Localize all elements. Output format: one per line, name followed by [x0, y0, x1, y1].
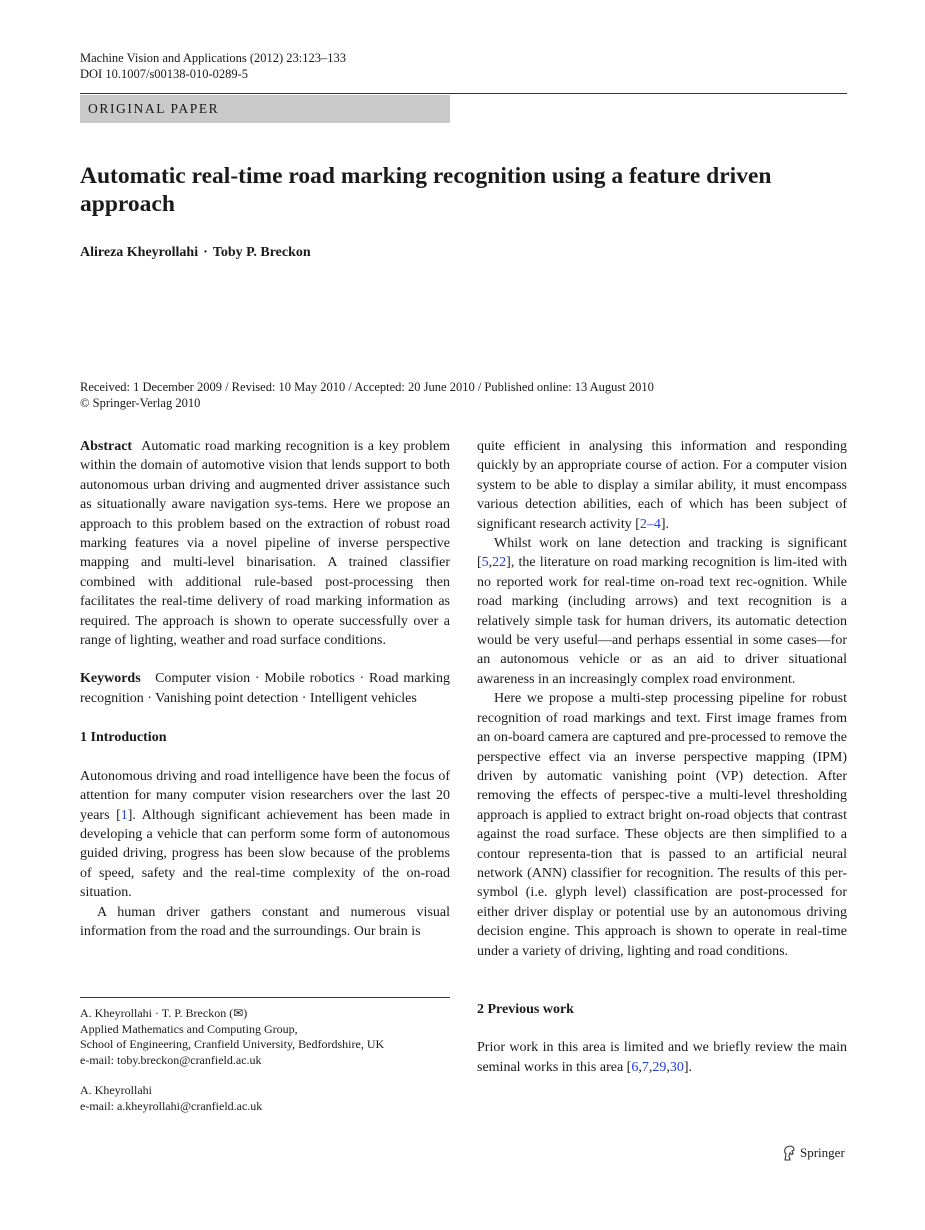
citation-separator: , — [488, 555, 493, 571]
affiliation-group: Applied Mathematics and Computing Group, — [80, 1021, 298, 1036]
citation-link[interactable]: 22 — [492, 555, 507, 571]
previous-work-paragraph-1 — [477, 1038, 847, 1077]
intro-paragraph-2: A human driver gathers constant and numerous visual information from the road and the surroundings. Our brain is — [80, 904, 450, 939]
header-rule — [80, 93, 847, 94]
author-separator: · — [203, 245, 208, 260]
citation-link[interactable]: 29 — [652, 1059, 667, 1075]
journal-line: Machine Vision and Applications (2012) 23:123–133 — [80, 51, 347, 65]
citation-separator: , — [648, 1059, 653, 1075]
publisher-mark — [782, 1145, 845, 1161]
author-affiliations — [80, 1006, 450, 1114]
prev-p1-text-a: Prior work in this area is limited and we briefly review the main seminal works in this area [ — [477, 1040, 847, 1075]
copyright-line: © Springer-Verlag 2010 — [80, 396, 201, 410]
section-heading-introduction: 1 Introduction — [80, 730, 167, 746]
keywords-text: Computer vision · Mobile robotics · Road marking recognition · Vanishing point detection · Intelligent vehicles — [80, 671, 451, 706]
section-heading-previous-work: 2 Previous work — [477, 1001, 574, 1017]
affiliation-email-kheyrollahi: e-mail: a.kheyrollahi@cranfield.ac.uk — [80, 1098, 263, 1113]
citation-link[interactable]: 6 — [631, 1059, 639, 1075]
abstract-label: Abstract — [80, 439, 133, 454]
publication-history — [80, 379, 654, 411]
keywords-label: Keywords — [80, 671, 141, 687]
prev-p1-text-b: ]. — [683, 1059, 693, 1075]
affiliation-authors: A. Kheyrollahi · T. P. Breckon (✉) — [80, 1006, 248, 1020]
right-column — [477, 437, 847, 1077]
citation-separator: , — [638, 1059, 642, 1075]
intro-p1-text-a: Autonomous driving and road intelligence have been the focus of attention for many computer vision researchers over the last 20 years [ — [80, 768, 450, 823]
intro-paragraph-2-continued — [477, 437, 847, 534]
date-history: Received: 1 December 2009 / Revised: 10 May 2010 / Accepted: 20 June 2010 / Published online: 13 August 2010 — [80, 380, 654, 394]
journal-info — [80, 50, 346, 82]
citation-separator: , — [666, 1059, 670, 1075]
footnote-rule — [80, 997, 450, 998]
affiliation-school: School of Engineering, Cranfield University, Bedfordshire, UK — [80, 1037, 385, 1051]
intro-p2c-text-b: ]. — [660, 516, 670, 532]
keywords — [80, 669, 450, 708]
citation-link[interactable]: 5 — [481, 555, 489, 571]
citation-link[interactable]: 7 — [641, 1059, 649, 1075]
author-breckon: Toby P. Breckon — [212, 245, 311, 260]
paper-title: Automatic real-time road marking recognition using a feature driven approach — [80, 163, 772, 217]
author-list — [80, 245, 311, 261]
intro-p3-text-b: ], the literature on road marking recognition is lim-ited with no reported work for real-time on-road text rec-ognition. While road marking (including arrows) and text recognition is a relatively simple task for human drivers, its automatic detection would be very useful—and perhaps essential in some cases—for an autonomous vehicle or as an aid to driver situational awareness in an increasingly complex road environment. — [477, 555, 847, 687]
intro-paragraph-3 — [477, 534, 847, 689]
intro-p3-text-a: Whilst work on lane detection and tracking is significant [ — [477, 536, 847, 571]
article-type-banner: ORIGINAL PAPER — [80, 95, 450, 123]
intro-p1-text-b: ]. Although significant achievement has been made in developing a vehicle that can perform some form of autonomous guided driving, progress has been slow because of the problems of speed, safety and the real-time complexity of the on-road situation. — [80, 807, 450, 901]
affiliation-author-2: A. Kheyrollahi — [80, 1083, 152, 1097]
left-column — [80, 437, 450, 941]
citation-link[interactable]: 2–4 — [639, 516, 661, 532]
publisher-name: Springer — [800, 1145, 845, 1160]
intro-paragraph-4: Here we propose a multi-step processing pipeline for robust recognition of road markings and text. First image frames from an on-board camera are captured and pre-processed to remove the perspective effect via an inverse perspective mapping (IPM) driven by automatic vanishing point (VP) detection. After removing the effects of perspec-tive a multi-level thresholding approach is applied to extract bright on-road objects that contrast against the road surface. These objects are then simplified to a contour representa-tion that is passed to an artificial neural network (ANN) classifier for recognition. The results of this per-symbol (i.e. glyph level) classification are post-processed for either driver display or potential use by an autonomous driving decision engine. This approach is shown to operate in real-time under a variety of driving, lighting and road conditions. — [477, 691, 847, 959]
citation-link[interactable]: 1 — [120, 807, 128, 823]
doi-line: DOI 10.1007/s00138-010-0289-5 — [80, 67, 249, 81]
abstract-text: Automatic road marking recognition is a key problem within the domain of automotive vision that lends support to both autonomous urban driving and augmented driver assistance such as situationally aware navigation sys-tems. Here we propose an approach to this problem based on the extraction of robust road marking features via a novel pipeline of inverse perspective mapping and multi-level binarisation. A trained classifier combined with additional rule-based post-processing then facilitates the real-time delivery of road marking information as required. The approach is shown to operate successfully over a range of lighting, weather and road surface conditions. — [80, 439, 451, 649]
author-kheyrollahi: Alireza Kheyrollahi — [80, 245, 199, 260]
intro-p2c-text-a: quite efficient in analysing this information and responding quickly by an appropriate course of action. For a computer vision system to be able to display a similar ability, it must encompass various detection abilities, each of which has been subject of significant research activity [ — [477, 439, 847, 532]
springer-horse-icon — [782, 1145, 796, 1161]
intro-paragraph-1 — [80, 767, 450, 903]
affiliation-email-breckon: e-mail: toby.breckon@cranfield.ac.uk — [80, 1052, 262, 1067]
citation-link[interactable]: 30 — [669, 1059, 684, 1075]
abstract — [80, 437, 450, 650]
